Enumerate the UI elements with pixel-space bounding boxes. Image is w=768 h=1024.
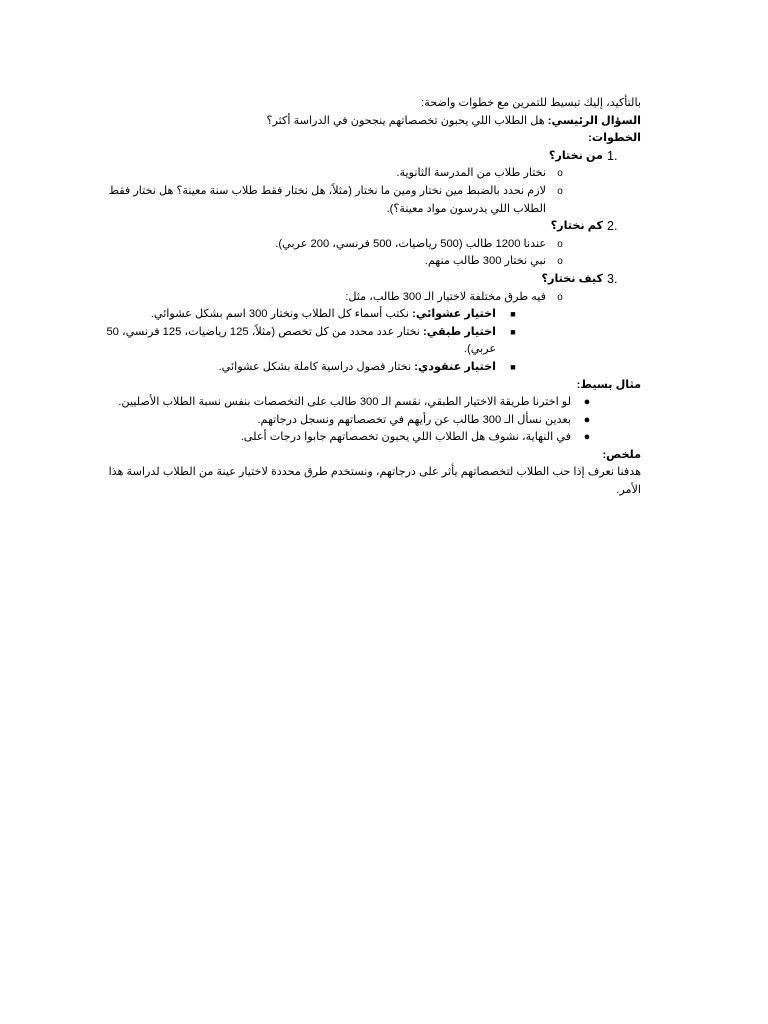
bullet-text: فيه طرق مختلفة لاختيار الـ 300 طالب، مثل: xyxy=(345,290,546,303)
hollow-circle-icon: o xyxy=(557,291,563,303)
step-title: من نختار؟ xyxy=(548,149,603,162)
document-body xyxy=(90,95,641,500)
step-item xyxy=(90,148,641,166)
method-text: نختار عدد محدد من كل تخصص (مثلاً، 125 رياضيات، 125 فرنسي، 50 عربي). xyxy=(106,325,496,356)
hollow-circle-icon: o xyxy=(557,238,563,250)
list-item xyxy=(90,236,641,254)
summary-text: هدفنا نعرف إذا حب الطلاب لتخصصاتهم يأثر على درجاتهم، ونستخدم طرق محددة لاختيار عينة من الطلاب لدراسة هذا الأمر. xyxy=(108,466,641,497)
main-question-text: هل الطلاب اللي يحبون تخصصاتهم ينجحون في الدراسة أكثر؟ xyxy=(266,114,548,127)
filled-square-icon: ■ xyxy=(510,361,516,372)
intro-line: بالتأكيد، إليك تبسيط للتمرين مع خطوات واضحة: xyxy=(421,97,641,109)
step-title: كيف نختار؟ xyxy=(541,272,603,285)
bullet-text: لو اخترنا طريقة الاختيار الطبقي، نقسم الـ 300 طالب على التخصصات بنفس نسبة الطلاب الأصليين. xyxy=(118,396,571,409)
list-item xyxy=(90,289,641,307)
sub-list-item xyxy=(90,359,641,377)
list-item xyxy=(90,253,641,271)
bullet-text: لازم نحدد بالضبط مين نختار ومين ما نختار (مثلاً، هل نختار فقط طلاب سنة معينة؟ هل نختار فقط الطلاب اللي يدرسون مواد معينة؟). xyxy=(108,184,546,215)
bullet-text: في النهاية، نشوف هل الطلاب اللي يحبون تخصصاتهم جابوا درجات أعلى. xyxy=(240,431,571,444)
step-number: 2. xyxy=(607,219,618,234)
hollow-circle-icon: o xyxy=(557,185,563,197)
bullet-text: عندنا 1200 طالب (500 رياضيات، 500 فرنسي، 200 عربي). xyxy=(275,237,546,250)
step-number: 3. xyxy=(607,271,618,286)
hollow-circle-icon: o xyxy=(557,256,563,268)
sub-list-item xyxy=(90,324,641,359)
list-item xyxy=(90,429,641,447)
main-question xyxy=(90,113,641,131)
step-item xyxy=(90,218,641,236)
example-heading: مثال بسيط: xyxy=(576,378,641,391)
bullet-text: نختار طلاب من المدرسة الثانوية. xyxy=(396,167,546,180)
bullet-text: بعدين نسأل الـ 300 طالب عن رأيهم في تخصصاتهم ونسجل درجاتهم. xyxy=(257,413,571,426)
method-label: اختيار عنقودي: xyxy=(414,360,496,373)
method-text: نختار فصول دراسية كاملة بشكل عشوائي. xyxy=(218,360,415,373)
filled-square-icon: ■ xyxy=(510,326,516,337)
main-question-label: السؤال الرئيسي: xyxy=(547,114,641,127)
bullet-text: نبي نختار 300 طالب منهم. xyxy=(424,255,546,268)
list-item xyxy=(90,165,641,183)
list-item xyxy=(90,394,641,412)
step-item xyxy=(90,271,641,289)
filled-circle-icon: ● xyxy=(583,396,591,409)
list-item xyxy=(90,183,641,218)
hollow-circle-icon: o xyxy=(557,168,563,180)
filled-square-icon: ■ xyxy=(510,309,516,320)
method-label: اختيار طبقي: xyxy=(423,325,496,338)
sub-list-item xyxy=(90,306,641,324)
filled-circle-icon: ● xyxy=(583,413,591,426)
list-item xyxy=(90,412,641,430)
filled-circle-icon: ● xyxy=(583,431,591,444)
method-text: نكتب أسماء كل الطلاب ونختار 300 اسم بشكل عشوائي. xyxy=(150,308,413,321)
steps-heading: الخطوات: xyxy=(588,132,641,145)
method-label: اختيار عشوائي: xyxy=(412,308,496,321)
summary-heading: ملخص: xyxy=(602,448,641,461)
step-number: 1. xyxy=(607,148,618,163)
step-title: كم نختار؟ xyxy=(550,220,603,233)
